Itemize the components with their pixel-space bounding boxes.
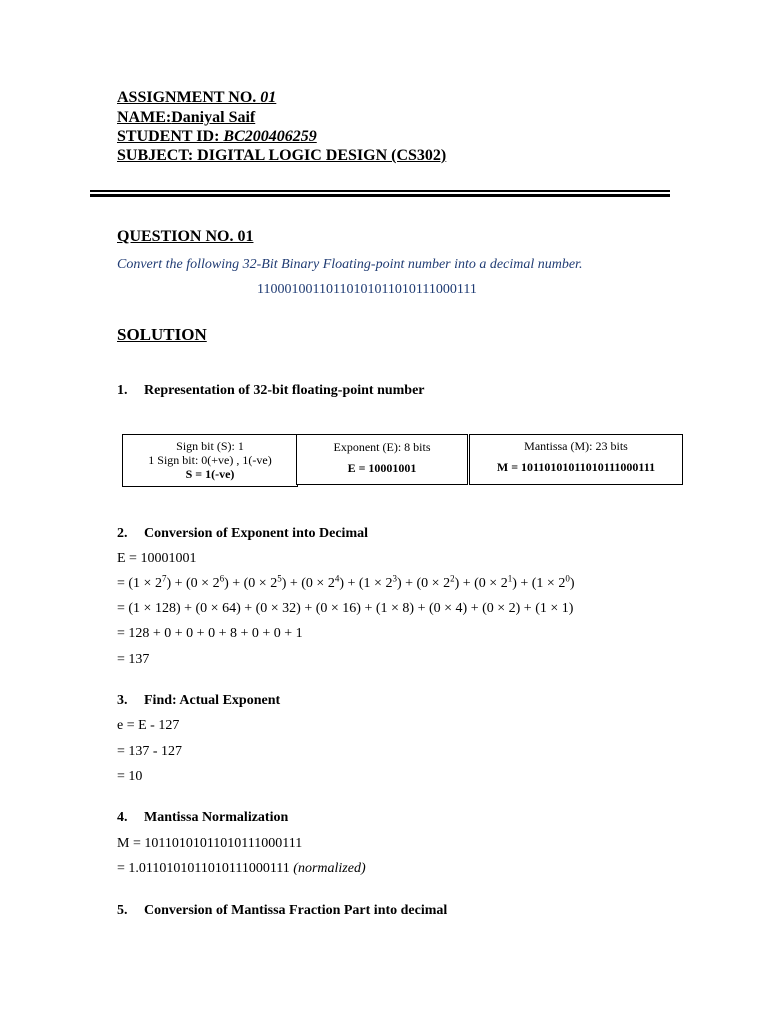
student-name: NAME:Daniyal Saif [117, 109, 256, 126]
power-term: = $(1 \times 2^7)$ + [117, 573, 187, 591]
step-3-heading: 3. Find: Actual Exponent [117, 693, 281, 708]
step-2-heading: 2. Conversion of Exponent into Decimal [117, 526, 368, 541]
question-title: QUESTION NO. 01 [117, 228, 254, 245]
subject: SUBJECT: DIGITAL LOGIC DESIGN (CS302) [117, 147, 447, 164]
step-1-heading: 1. Representation of 32-bit floating-point number [117, 383, 425, 398]
power-term: $(0 \times 2^5)$ + [243, 573, 302, 591]
exponent-sum: = 128 + 0 + 0 + 0 + 8 + 0 + 0 + 1 [117, 626, 303, 641]
assignment-number: ASSIGNMENT NO. 01 [117, 89, 277, 106]
mantissa-binary: M = 10110101011010111000111 [117, 836, 303, 851]
actual-exponent-subtraction: = 137 - 127 [117, 744, 183, 759]
mantissa-box [469, 434, 683, 485]
mantissa-normalized: = 1.0110101011010111000111 (normalized) [117, 861, 366, 876]
actual-exponent-result: = 10 [117, 769, 143, 784]
sign-bit-value: S = 1(-ve) [185, 467, 235, 481]
power-term: $(0 \times 2^6)$ + [186, 573, 244, 591]
sign-bit-box [122, 434, 298, 487]
exponent-expansion [117, 573, 575, 592]
power-term: $(1 \times 2^0)$ [531, 573, 575, 591]
divider-top [90, 190, 670, 192]
question-text: Convert the following 32-Bit Binary Floating-point number into a decimal number. [117, 257, 583, 272]
power-term: $(0 \times 2^4)$ + [301, 573, 359, 591]
solution-title: SOLUTION [117, 325, 207, 344]
binary-number: 11000100110110101011010111000111 [257, 282, 477, 297]
sign-bit-line-1: Sign bit (S): 1 [176, 439, 244, 453]
student-id: STUDENT ID: BC200406259 [117, 128, 317, 145]
divider-bottom [90, 194, 670, 197]
sign-bit-line-2: 1 Sign bit: 0(+ve) , 1(-ve) [148, 453, 272, 467]
power-term: $(1 \times 2^3)$ + [358, 573, 417, 591]
power-term: $(0 \times 2^2)$ + [416, 573, 475, 591]
exponent-binary: E = 10001001 [117, 551, 197, 566]
step-4-heading: 4. Mantissa Normalization [117, 810, 289, 825]
actual-exponent-formula: e = E - 127 [117, 718, 180, 733]
exponent-line-1: Exponent (E): 8 bits [333, 440, 431, 454]
exponent-value: E = 10001001 [347, 461, 417, 475]
step-5-heading: 5. Conversion of Mantissa Fraction Part into decimal [117, 903, 448, 918]
exponent-box [296, 434, 468, 485]
mantissa-line-1: Mantissa (M): 23 bits [524, 439, 628, 453]
exponent-decimal: = 137 [117, 652, 150, 667]
mantissa-value: M = 10110101011010111000111 [496, 460, 656, 474]
power-term: $(0 \times 2^1)$ + [474, 573, 532, 591]
exponent-products: = (1 × 128) + (0 × 64) + (0 × 32) + (0 × 16) + (1 × 8) + (0 × 4) + (0 × 2) + (1 × 1) [117, 601, 574, 616]
